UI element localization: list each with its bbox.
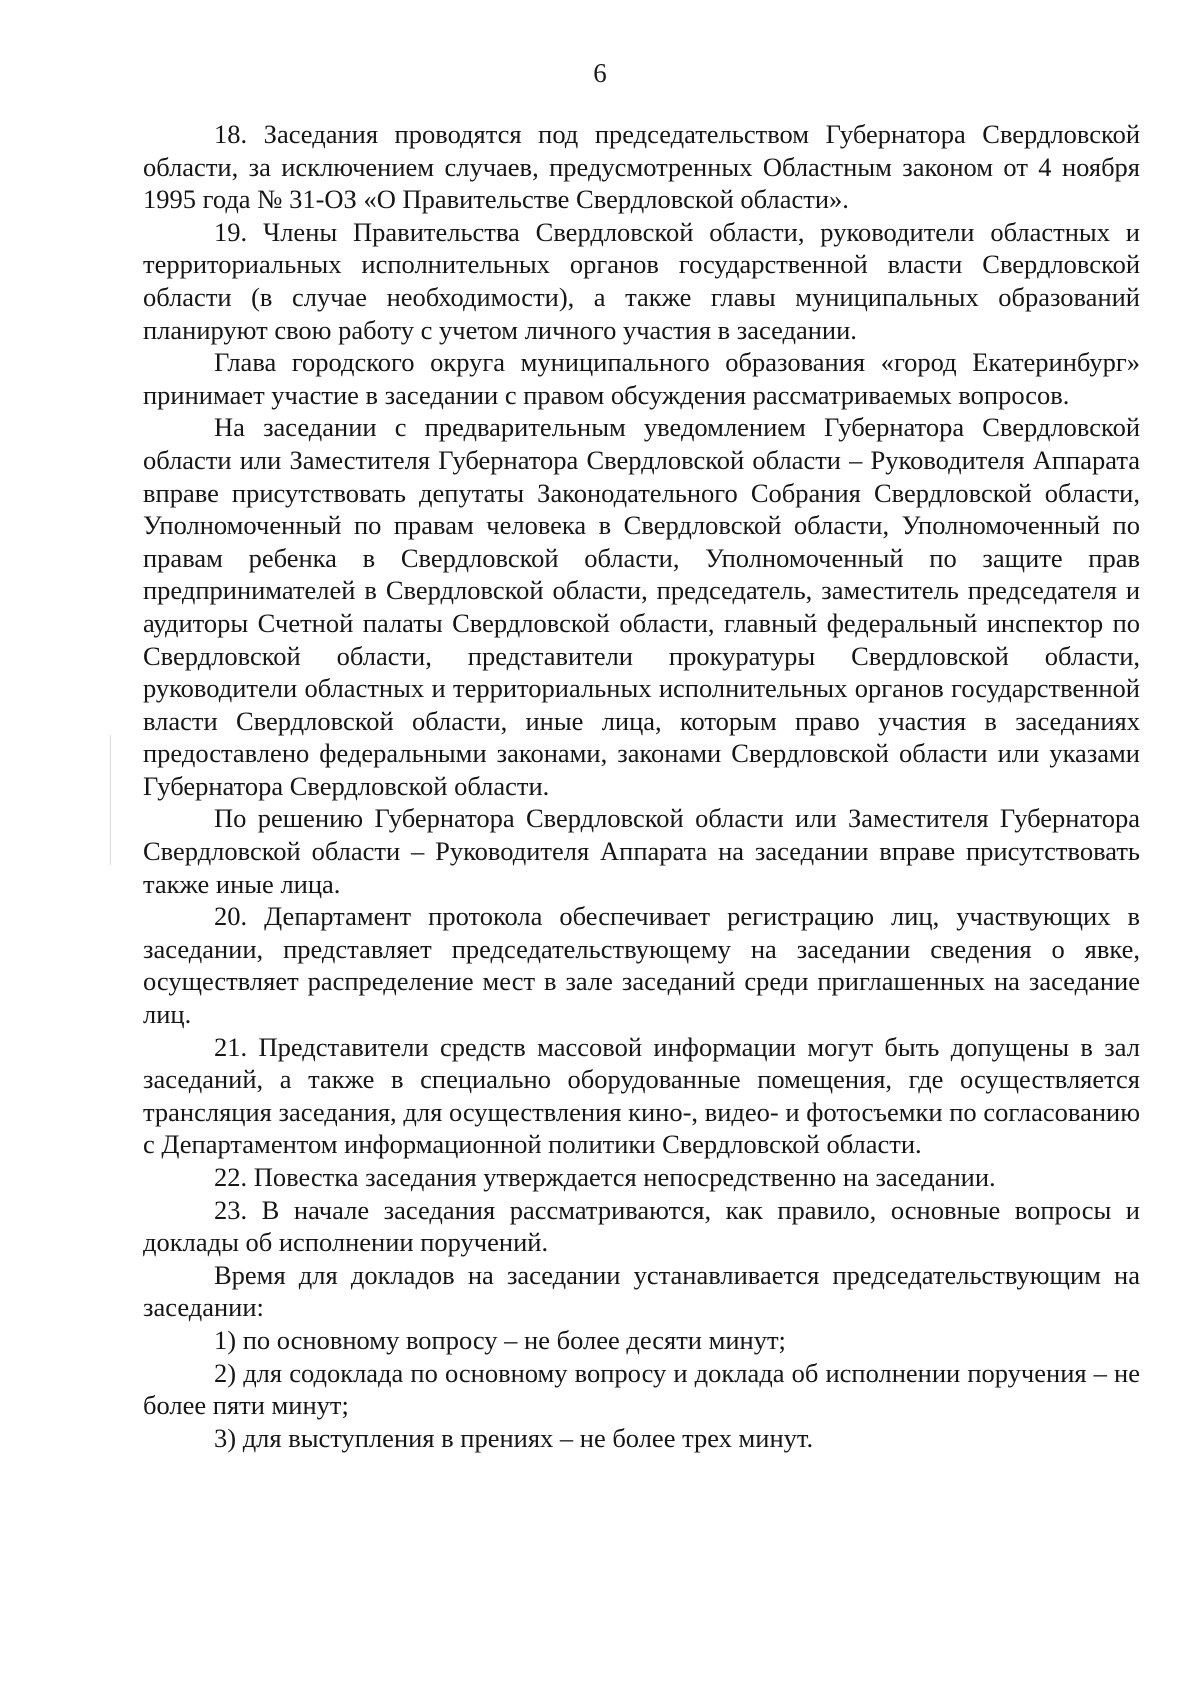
page-number: 6	[593, 58, 607, 88]
paragraph-other-persons: По решению Губернатора Свердловской области или Заместителя Губернатора Свердловской области – Руководителя Аппарата на заседании вправе присутствовать также иные лица.	[143, 803, 1140, 899]
scan-artifact-line	[110, 735, 111, 865]
document-body	[143, 118, 1140, 1454]
paragraph-report-time: Время для докладов на заседании устанавливается председательствующим на заседании:	[143, 1259, 1140, 1323]
paragraph-20: 20. Департамент протокола обеспечивает регистрацию лиц, участвующих в заседании, представляет председательствующему на заседании сведения о явке, осуществляет распределение мест в зале заседаний среди приглашенных на заседание лиц.	[143, 901, 1140, 1030]
paragraph-head-of-city: Глава городского округа муниципального образования «город Екатеринбург» принимает участие в заседании с правом обсуждения рассматриваемых вопросов.	[143, 347, 1140, 410]
paragraph-19: 19. Члены Правительства Свердловской области, руководители областных и территориальных исполнительных органов государственной власти Свердловской области (в случае необходимости), а также главы муниципальных образований планируют свою работу с учетом личного участия в заседании.	[143, 216, 1140, 345]
paragraph-22: 22. Повестка заседания утверждается непосредственно на заседании.	[214, 1162, 996, 1192]
paragraph-attendees: На заседании с предварительным уведомлением Губернатора Свердловской области или Заместителя Губернатора Свердловской области – Руководителя Аппарата вправе присутствовать депутаты Законодательного Собрания Свердловской области, Уполномоченный по правам человека в Свердловской области, Уполномоченный по правам ребенка в Свердловской области, Уполномоченный по защите прав предпринимателей в Свердловской области, председатель, заместитель председателя и аудиторы Счетной палаты Свердловской области, главный федеральный инспектор по Свердловской области, представители прокуратуры Свердловской области, руководители областных и территориальных исполнительных органов государственной власти Свердловской области, иные лица, которым право участия в заседаниях предоставлено федеральными законами, законами Свердловской области или указами Губернатора Свердловской области.	[143, 412, 1140, 801]
paragraph-21: 21. Представители средств массовой информации могут быть допущены в зал заседаний, а также в специально оборудованные помещения, где осуществляется трансляция заседания, для осуществления кино-, видео- и фотосъемки по согласованию с Департаментом информационной политики Свердловской области.	[143, 1031, 1140, 1160]
list-item-2: 2) для содоклада по основному вопросу и доклада об исполнении поручения – не более пяти минут;	[143, 1357, 1140, 1421]
list-item-1: 1) по основному вопросу – не более десяти минут;	[214, 1324, 786, 1355]
list-item-3: 3) для выступления в прениях – не более трех минут.	[214, 1422, 814, 1453]
paragraph-18: 18. Заседания проводятся под председательством Губернатора Свердловской области, за исключением случаев, предусмотренных Областным законом от 4 ноября 1995 года № 31-ОЗ «О Правительстве Свердловской области».	[143, 119, 1140, 215]
paragraph-23: 23. В начале заседания рассматриваются, как правило, основные вопросы и доклады об исполнении поручений.	[143, 1194, 1140, 1258]
